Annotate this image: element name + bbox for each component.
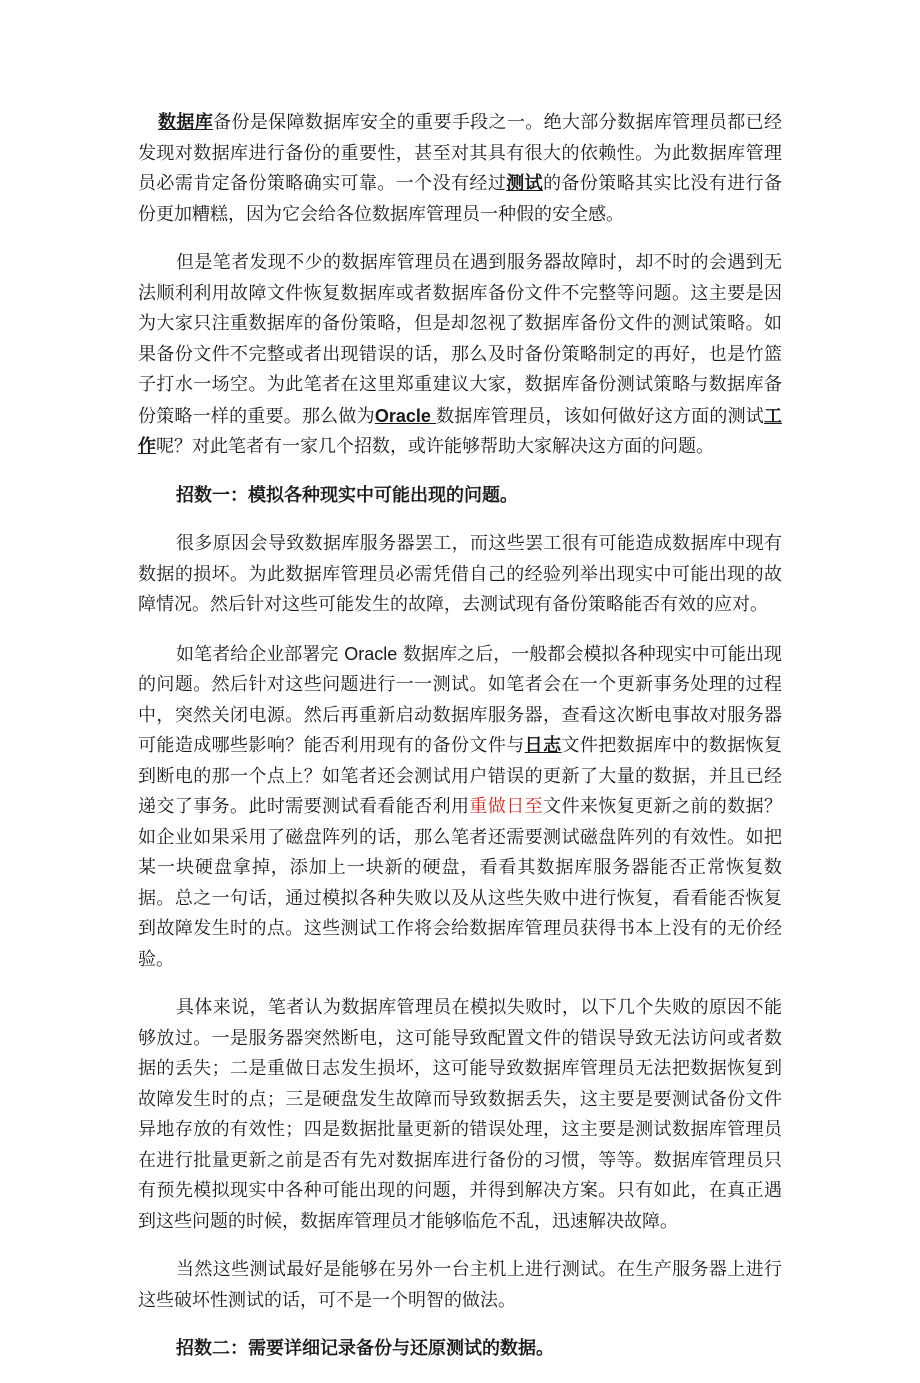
link-work[interactable]: 工作 <box>138 405 783 457</box>
paragraph-failure-reasons: 具体来说，笔者认为数据库管理员在模拟失败时，以下几个失败的原因不能够放过。一是服务器突然断电，这可能导致配置文件的错误导致无法访问或者数据的丢失；二是重做日志发生损坏，这可能导致数据库管理员无法把数据恢复到故障发生时的点；三是硬盘发生故障而导致数据丢失，这主要是要测试备份文件异地存放的有效性；四是数据批量更新的错误处理，这主要是测试数据库管理员在进行批量更新之前是否有先对数据库进行备份的习惯，等等。数据库管理员只有预先模拟现实中各种可能出现的问题，并得到解决方案。只有如此，在真正遇到这些问题的时候，数据库管理员才能够临危不乱，迅速解决故障。 <box>138 997 782 1232</box>
link-log[interactable]: 日志 <box>524 735 562 756</box>
paragraph-problem <box>138 248 782 463</box>
paragraph-example-text-4: 文件来恢复更新之前的数据？如企业如果采用了磁盘阵列的话，那么笔者还需要测试磁盘阵列的有效性。如把某一块硬盘拿掉，添加上一块新的硬盘，看看其数据库服务器能否正常恢复数据。总之一句话，通过模拟各种失败以及从这些失败中进行恢复，看看能否恢复到故障发生时的点。这些测试工作将会给数据库管理员获得书本上没有的无价经验。 <box>138 796 783 970</box>
paragraph-intro <box>138 108 782 230</box>
paragraph-test-host: 当然这些测试最好是能够在另外一台主机上进行测试。在生产服务器上进行这些破坏性测试的话，可不是一个明智的做法。 <box>138 1259 782 1311</box>
link-test[interactable]: 测试 <box>506 173 544 194</box>
heading-tip-two: 招数二：需要详细记录备份与还原测试的数据。 <box>176 1338 554 1359</box>
paragraph-problem-text-2: 数据库管理员，该如何做好这方面的测试 <box>436 405 765 427</box>
paragraph-causes: 很多原因会导致数据库服务器罢工，而这些罢工很有可能造成数据库中现有数据的损坏。为此数据库管理员必需凭借自己的经验列举出现实中可能出现的故障情况。然后针对这些可能发生的故障，去测试现有备份策略能否有效的应对。 <box>138 533 782 615</box>
link-database[interactable]: 数据库 <box>158 112 214 133</box>
link-oracle[interactable]: Oracle <box>374 405 437 426</box>
paragraph-problem-text-3: 呢？对此笔者有一家几个招数，或许能够帮助大家解决这方面的问题。 <box>156 436 714 457</box>
paragraph-example-text-2: 数据库之后，一般都会模拟各种现实中可能出现的问题。然后针对这些问题进行一一测试。如笔者会在一个更新事务处理的过程中，突然关闭电源。然后再重新启动数据库服务器，查看这次断电事故对服务器可能造成哪些影响？能否利用现有的备份文件与 <box>138 643 782 756</box>
paragraph-example-text-3: 文件把数据库中的数据恢复到断电的那一个点上？如笔者还会测试用户错误的更新了大量的数据，并且已经递交了事务。此时需要测试看看能否利用 <box>138 735 783 817</box>
paragraph-intro-text-2: 的备份策略其实比没有进行备份更加糟糕，因为它会给各位数据库管理员一种假的安全感。 <box>138 173 783 225</box>
paragraph-intro-text-1: 备份是保障数据库安全的重要手段之一。绝大部分数据库管理员都已经发现对数据库进行备份的重要性，甚至对其具有很大的依赖性。为此数据库管理员必需肯定备份策略确实可靠。一个没有经过 <box>138 112 782 194</box>
document-body <box>138 108 782 1383</box>
paragraph-example <box>138 639 782 976</box>
heading-tip-one: 招数一：模拟各种现实中可能出现的问题。 <box>176 484 518 506</box>
paragraph-problem-text-1: 但是笔者发现不少的数据库管理员在遇到服务器故障时，却不时的会遇到无法顺利利用故障文件恢复数据库或者数据库备份文件不完整等问题。这主要是因为大家只注重数据库的备份策略，但是却忽视了数据库备份文件的测试策略。如果备份文件不完整或者出现错误的话，那么及时备份策略制定的再好，也是竹篮子打水一场空。为此笔者在这里郑重建议大家，数据库备份测试策略与数据库备份策略一样的重要。那么做为 <box>138 252 782 427</box>
red-highlight-redo-log: 重做日至 <box>469 796 544 817</box>
oracle-text: Oracle <box>344 643 398 664</box>
paragraph-example-text-1: 如笔者给企业部署完 <box>176 643 345 665</box>
